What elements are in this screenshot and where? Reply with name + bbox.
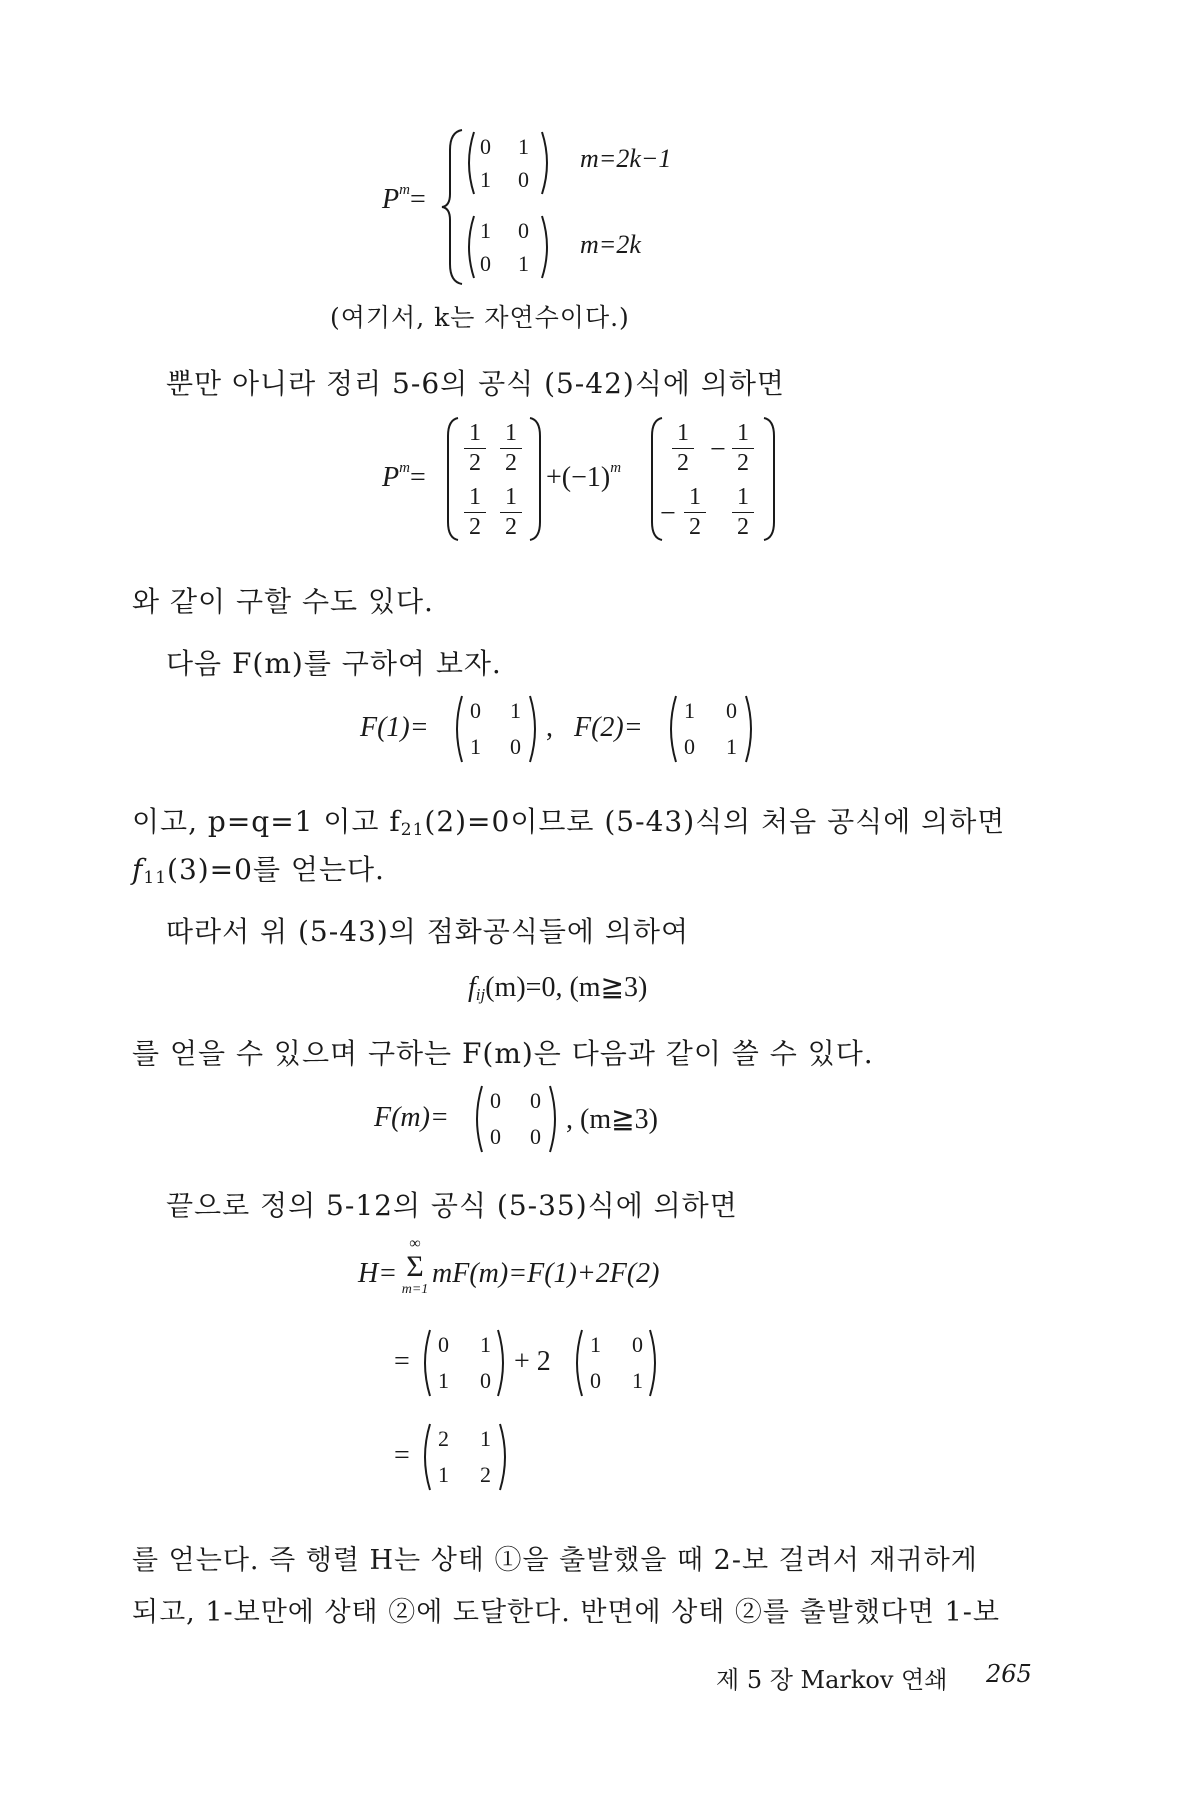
page-number: 265 xyxy=(986,1660,1032,1688)
eq2-m2-a22: 1 2 xyxy=(732,484,754,541)
eq6-m3-paren-left xyxy=(418,1422,432,1492)
eq6-line3-eq: = xyxy=(394,1440,410,1471)
eq6-sigma-symbol: Σ xyxy=(406,1250,424,1283)
para-p-q-line2: $f_{11}(3)=0$를 얻는다. xyxy=(132,853,385,888)
eq1-case1-paren-left xyxy=(462,130,476,196)
para-p-q-line1: 이고, p=q=1 이고 $f_{21}(2)=0$이므로 (5-43)식의 처음 공식에 의하면 xyxy=(132,805,1006,840)
eq2-m1-a22: 1 2 xyxy=(500,484,522,541)
eq6-line2-eq: = xyxy=(394,1346,410,1377)
eq6-m1-paren-left xyxy=(418,1328,432,1398)
para-can-obtain: 와 같이 구할 수도 있다. xyxy=(132,585,434,618)
eq2-m1-paren-right xyxy=(528,416,542,542)
eq3-comma: , xyxy=(546,712,553,743)
eq6-m3-a12: 1 xyxy=(480,1426,491,1451)
eq6-plus-two: + 2 xyxy=(514,1346,551,1377)
eq2-m2-a21-minus: − xyxy=(660,498,676,529)
eq1-case1-a12: 1 xyxy=(518,134,529,159)
eq1-case1-a22: 0 xyxy=(518,167,529,192)
eq2-sign-term: $+(-1)^m$ xyxy=(546,460,622,493)
eq6-m2-a12: 0 xyxy=(632,1332,643,1357)
eq3-m2-a11: 1 xyxy=(684,698,695,723)
eq6-m2-a21: 0 xyxy=(590,1368,601,1393)
eq3-m1-a12: 1 xyxy=(510,698,521,723)
eq3-m1-a11: 0 xyxy=(470,698,481,723)
eq5-a22: 0 xyxy=(530,1124,541,1149)
eq4-fij: $f_{ij}(m)=0$, (m≧3) xyxy=(468,972,648,1004)
eq2-m2-a12-minus: − xyxy=(710,434,726,465)
eq6-m2-paren-right xyxy=(648,1328,662,1398)
para-definition-ref: 끝으로 정의 5-12의 공식 (5-35)식에 의하면 xyxy=(166,1189,738,1222)
eq6-m1-a11: 0 xyxy=(438,1332,449,1357)
eq2-m2-a11: 1 2 xyxy=(672,420,694,477)
running-footer-chapter: 제 5 장 Markov 연쇄 xyxy=(716,1666,948,1694)
eq6-m1-paren-right xyxy=(496,1328,510,1398)
eq6-m3-a22: 2 xyxy=(480,1462,491,1487)
eq3-m1-paren-right xyxy=(528,694,542,764)
eq2-m1-a11: 1 2 xyxy=(464,420,486,477)
eq5-paren-right xyxy=(548,1084,562,1154)
eq3-f1-lhs: F(1)= xyxy=(360,712,429,743)
eq6-sigma xyxy=(400,1236,430,1298)
eq1-case2-a12: 0 xyxy=(518,218,529,243)
note-k-natural: (여기서, k는 자연수이다.) xyxy=(330,303,630,332)
eq6-sigma-bottom: m=1 xyxy=(401,1282,429,1297)
eq2-m2-paren-right xyxy=(762,416,776,542)
eq2-m2-a21: 1 2 xyxy=(684,484,706,541)
eq2-m2-a12: 1 2 xyxy=(732,420,754,477)
eq1-case2-a21: 0 xyxy=(480,251,491,276)
para-find-fm: 다음 F(m)를 구하여 보자. xyxy=(166,647,502,680)
eq1-case2-a11: 1 xyxy=(480,218,491,243)
eq6-m2-paren-left xyxy=(570,1328,584,1398)
para-write-fm: 를 얻을 수 있으며 구하는 F(m)은 다음과 같이 쓸 수 있다. xyxy=(132,1037,874,1070)
eq6-sigma-top: ∞ xyxy=(409,1235,421,1252)
para-conclusion-line2: 되고, 1-보만에 상태 ②에 도달한다. 반면에 상태 ②를 출발했다면 1-보 xyxy=(132,1597,1000,1628)
eq2-lhs: $P^m=$ xyxy=(382,460,426,493)
eq3-m2-paren-right xyxy=(744,694,758,764)
eq3-m2-a21: 0 xyxy=(684,734,695,759)
eq3-m2-a22: 1 xyxy=(726,734,737,759)
eq6-m1-a21: 1 xyxy=(438,1368,449,1393)
eq3-m1-a21: 1 xyxy=(470,734,481,759)
para-theorem-ref: 뿐만 아니라 정리 5-6의 공식 (5-42)식에 의하면 xyxy=(166,367,785,400)
eq5-paren-left xyxy=(470,1084,484,1154)
eq5-lhs: F(m)= xyxy=(374,1102,449,1133)
eq6-m3-paren-right xyxy=(498,1422,512,1492)
para-recurrence: 따라서 위 (5-43)의 점화공식들에 의하여 xyxy=(166,915,690,948)
eq1-lhs: $P^m=$ xyxy=(382,182,426,215)
eq1-case2-a22: 1 xyxy=(518,251,529,276)
eq6-m2-a22: 1 xyxy=(632,1368,643,1393)
eq1-case1-a11: 0 xyxy=(480,134,491,159)
eq6-m1-a22: 0 xyxy=(480,1368,491,1393)
eq6-lhs: H= xyxy=(358,1258,398,1289)
eq6-m2-a11: 1 xyxy=(590,1332,601,1357)
eq5-a11: 0 xyxy=(490,1088,501,1113)
eq6-m3-a11: 2 xyxy=(438,1426,449,1451)
eq2-m1-a12: 1 2 xyxy=(500,420,522,477)
eq2-m1-paren-left xyxy=(446,416,460,542)
eq5-a21: 0 xyxy=(490,1124,501,1149)
eq6-m1-a12: 1 xyxy=(480,1332,491,1357)
eq3-m1-paren-left xyxy=(450,694,464,764)
eq6-m3-a21: 1 xyxy=(438,1462,449,1487)
eq3-m1-a22: 0 xyxy=(510,734,521,759)
eq1-case2-condition: m=2k xyxy=(580,230,641,259)
eq5-a12: 0 xyxy=(530,1088,541,1113)
eq3-f2-lhs: F(2)= xyxy=(574,712,643,743)
eq1-case2-paren-left xyxy=(462,214,476,280)
eq1-case1-a21: 1 xyxy=(480,167,491,192)
para-conclusion-line1: 를 얻는다. 즉 행렬 H는 상태 ①을 출발했을 때 2-보 걸려서 재귀하게 xyxy=(132,1545,978,1576)
eq3-m2-paren-left xyxy=(664,694,678,764)
eq2-m1-a21: 1 2 xyxy=(464,484,486,541)
eq6-rhs: mF(m)=F(1)+2F(2) xyxy=(432,1258,660,1289)
eq3-m2-a12: 0 xyxy=(726,698,737,723)
eq1-case2-paren-right xyxy=(540,214,554,280)
eq1-case1-paren-right xyxy=(540,130,554,196)
eq1-case1-condition: m=2k−1 xyxy=(580,144,672,173)
eq5-condition: , (m≧3) xyxy=(566,1104,658,1135)
